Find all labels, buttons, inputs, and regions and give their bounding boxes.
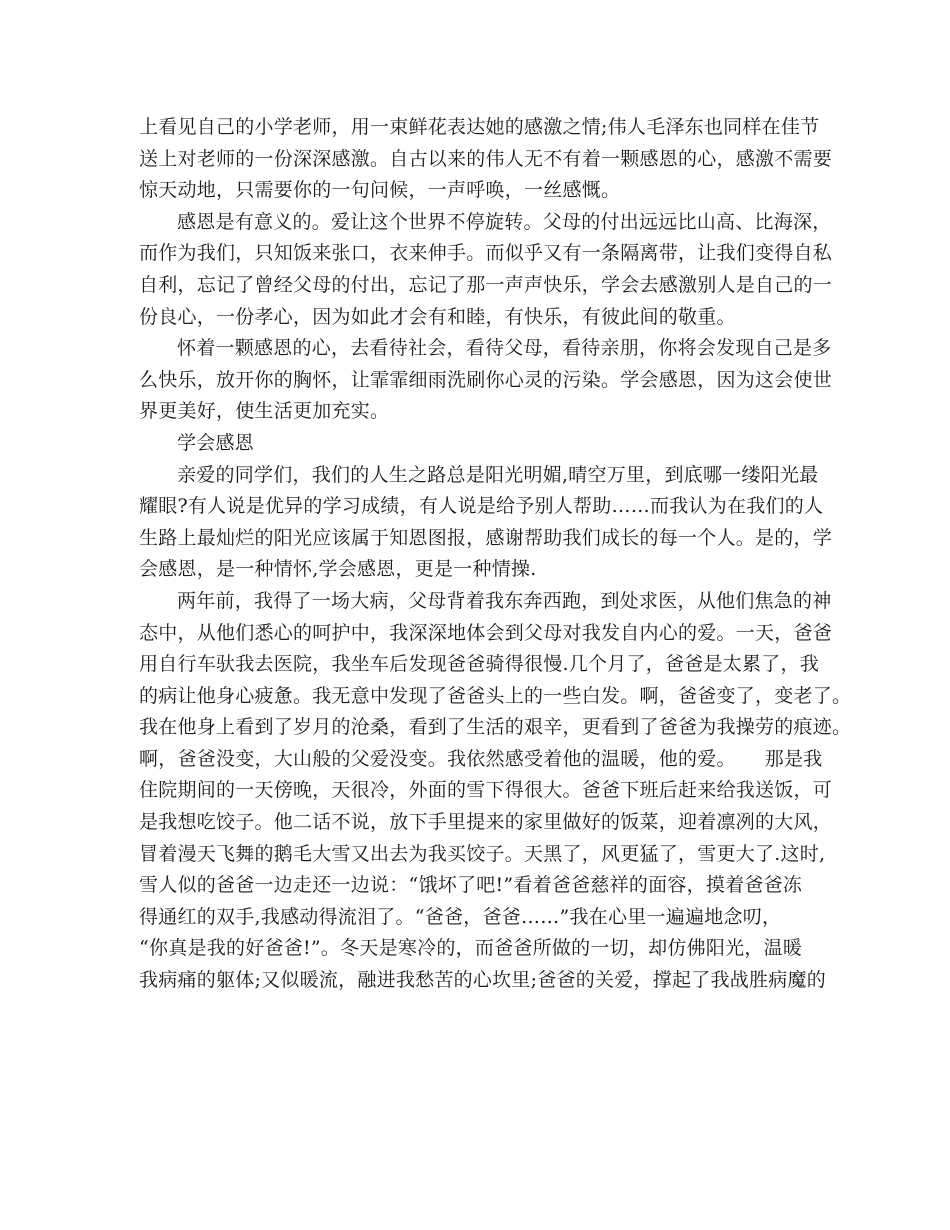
text-line: 会感恩，是一种情怀,学会感恩，更是一种情操. [139,558,537,581]
paragraph-5 [139,586,852,997]
text-line: 界更美好，使生活更加充实。 [139,400,390,423]
paragraph-1 [139,112,833,207]
text-line: 上看见自己的小学老师，用一束鲜花表达她的感激之情;伟人毛泽东也同样在佳节 [139,116,820,138]
text-line: 两年前，我得了一场大病，父母背着我东奔西跑，到处求医，从他们焦急的神 [177,589,832,612]
text-line: “你真是我的好爸爸!”。冬天是寒冷的，而爸爸所做的一切，却仿佛阳光，温暖 [139,937,803,960]
text-line: 而作为我们，只知饭来张口，衣来伸手。而似乎又有一条隔离带，让我们变得自私 [139,242,833,265]
text-line: 自利，忘记了曾经父母的付出，忘记了那一声声快乐，学会去感激别人是自己的一 [139,273,833,296]
text-line: 住院期间的一天傍晚，天很冷，外面的雪下得很大。爸爸下班后赶来给我送饭，可 [139,779,833,802]
text-line: 么快乐，放开你的胸怀，让霏霏细雨洗刷你心灵的污染。学会感恩，因为这会使世 [139,368,833,391]
text-line: 我病痛的躯体;又似暖流，融进我愁苦的心坎里;爸爸的关爱，撑起了我战胜病魔的 [139,969,827,992]
text-line: 份良心，一份孝心，因为如此才会有和睦，有快乐，有彼此间的敬重。 [139,305,736,328]
paragraph-4 [139,460,833,586]
text-line: 生路上最灿烂的阳光应该属于知恩图报，感谢帮助我们成长的每一个人。是的，学 [139,526,833,549]
text-line: 态中，从他们悉心的呵护中，我深深地体会到父母对我发自内心的爱。一天，爸爸 [139,621,833,644]
paragraph-3 [139,333,833,428]
text-line: 怀着一颗感恩的心，去看待社会，看待父母，看待亲朋，你将会发现自己是多 [177,337,832,360]
paragraph-2 [139,207,833,333]
text-line: 感恩是有意义的。爱让这个世界不停旋转。父母的付出远远比山高、比海深， [177,210,832,233]
document-body [139,112,852,997]
text-line: 得通红的双手,我感动得流泪了。“爸爸，爸爸……”我在心里一遍遍地念叨， [139,905,782,928]
text-line: 是我想吃饺子。他二话不说，放下手里提来的家里做好的饭菜，迎着凛冽的大风， [139,811,833,834]
text-line: 啊，爸爸没变，大山般的父爱没变。我依然感受着他的温暖，他的爱。 那是我 [139,747,823,770]
text-line: 送上对老师的一份深深感激。自古以来的伟人无不有着一颗感恩的心，感激不需要 [139,147,833,170]
text-line: 雪人似的爸爸一边走还一边说：“饿坏了吧!”看着爸爸慈祥的面容，摸着爸爸冻 [139,874,803,897]
text-line: 亲爱的同学们，我们的人生之路总是阳光明媚,晴空万里，到底哪一缕阳光最 [177,463,819,486]
text-line: 用自行车驮我去医院，我坐车后发现爸爸骑得很慢.几个月了，爸爸是太累了，我 [139,653,820,676]
text-line: 我在他身上看到了岁月的沧桑，看到了生活的艰辛，更看到了爸爸为我操劳的痕迹。 [139,716,852,739]
text-line: 惊天动地，只需要你的一句问候，一声呼唤，一丝感慨。 [139,179,621,202]
text-line: 的病让他身心疲惫。我无意中发现了爸爸头上的一些白发。啊，爸爸变了，变老了。 [139,684,852,707]
text-line: 学会感恩 [177,431,255,454]
text-line: 耀眼?有人说是优异的学习成绩，有人说是给予别人帮助……而我认为在我们的人 [139,495,824,518]
section-title [139,428,819,460]
text-line: 冒着漫天飞舞的鹅毛大雪又出去为我买饺子。天黑了，风更猛了，雪更大了.这时, [139,842,826,865]
